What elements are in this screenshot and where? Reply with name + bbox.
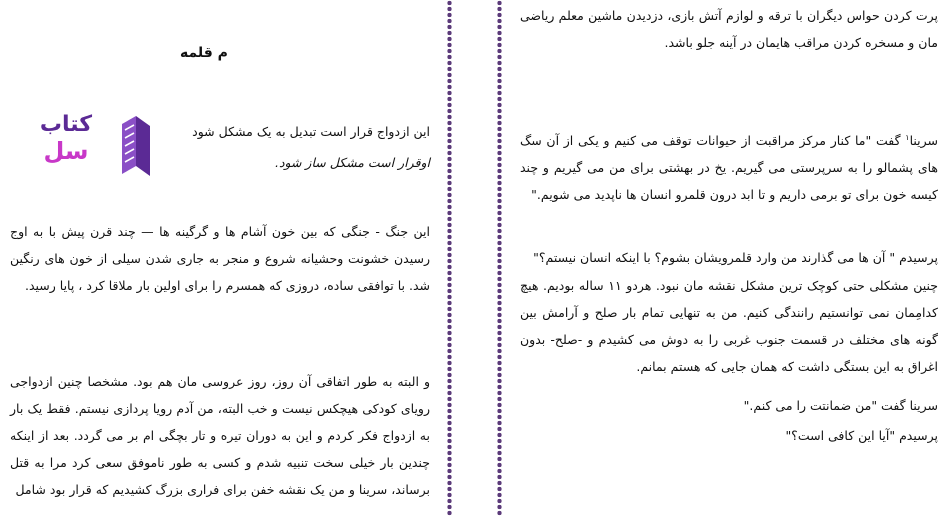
right-paragraph-6: پرسیدم "آیا این کافی است؟" bbox=[785, 428, 938, 443]
right-paragraph-2-body: گفت "ما کنار مرکز مراقبت از حیوانات توقف می کنیم و یکی از آن سگ های پشمالو را به سرپرستی می گیریم. یخ در بهشتی برای من می گیریم و چند کیسه خون برای تو برمی داریم و تا ابد درون قلمرو انسان ها ناپدید می شویم." bbox=[520, 133, 938, 203]
right-page bbox=[506, 0, 942, 516]
book-icon bbox=[118, 112, 154, 180]
right-paragraph-5: سرینا گفت "من ضمانتت را می کنم." bbox=[743, 398, 938, 413]
right-paragraph-3: پرسیدم " آن ها می گذارند من وارد قلمرویشان بشوم؟ با اینکه انسان نیستم؟" bbox=[533, 250, 938, 265]
page-gutter bbox=[453, 0, 496, 516]
right-paragraph-4: چنین مشکلی حتی کوچک ترین مشکل نقشه مان نبود. هردو ۱۱ ساله بودیم. هیچ کدامِمان نمی توانستیم رانندگی کنیم. من به تنهایی تمام بار صلح و آرامش بین گونه های مختلف در قسمت جنوب غربی را به دوش می کشیدم و -صلح- بدون اغراق به این بستگی داشت که همان جایی که هستم بمانم. bbox=[520, 278, 939, 374]
paragraph-1-line-1: این ازدواج قرار است تبدیل به یک مشکل شود bbox=[192, 124, 430, 139]
page-border-left bbox=[446, 0, 453, 516]
footnote-marker: ۱ bbox=[905, 133, 910, 142]
paragraph-1-line-2: اوقرار است مشکل ساز شود. bbox=[274, 155, 430, 170]
left-page bbox=[0, 0, 446, 516]
book-logo bbox=[14, 112, 154, 180]
paragraph-3: و البته به طور اتفاقی آن روز، روز عروسی مان هم بود. مشخصا چنین ازدواجی رویای کودکی هیچکس نیست و خب البته، من آدم رویا پردازی نیستم. فقط یک بار به ازدواج فکر کردم و این به دوران تیره و تار بچگی ام بر می گردد. بعد از اینکه چندین بار خیلی سخت تنبیه شدم و کسی به طور ناموفق سعی کرد مرا به قتل برساند، سرینا و من یک نقشه خفن برای فراری بزرگ کشیدیم که قرار بود شامل bbox=[10, 374, 430, 497]
paragraph-2: این جنگ - جنگی که بین خون آشام ها و گرگینه ها — چند قرن پیش با به اوج رسیدن خشونت وحشیانه شروع و منجر به جاری شدن سیلی از خون های رنگین شد. با توافقی ساده، دروزی که همسرم را برای اولین بار ملاقا کرد ، پایا رسید. bbox=[10, 224, 430, 293]
logo-text bbox=[14, 112, 118, 164]
logo-line-2: سل bbox=[43, 137, 89, 165]
right-paragraph-1: پرت کردن حواس دیگران با ترقه و لوازم آتش بازی، دزدیدن ماشین معلم ریاضی مان و مسخره کردن مراقب هایمان در آینه جلو باشد. bbox=[520, 8, 938, 50]
right-paragraph-2 bbox=[520, 124, 938, 208]
logo-line-1: کتاب bbox=[39, 112, 93, 137]
chapter-heading: م قلمه bbox=[180, 45, 228, 61]
page-border-right bbox=[496, 0, 503, 516]
speaker-name: سرینا bbox=[909, 133, 938, 149]
